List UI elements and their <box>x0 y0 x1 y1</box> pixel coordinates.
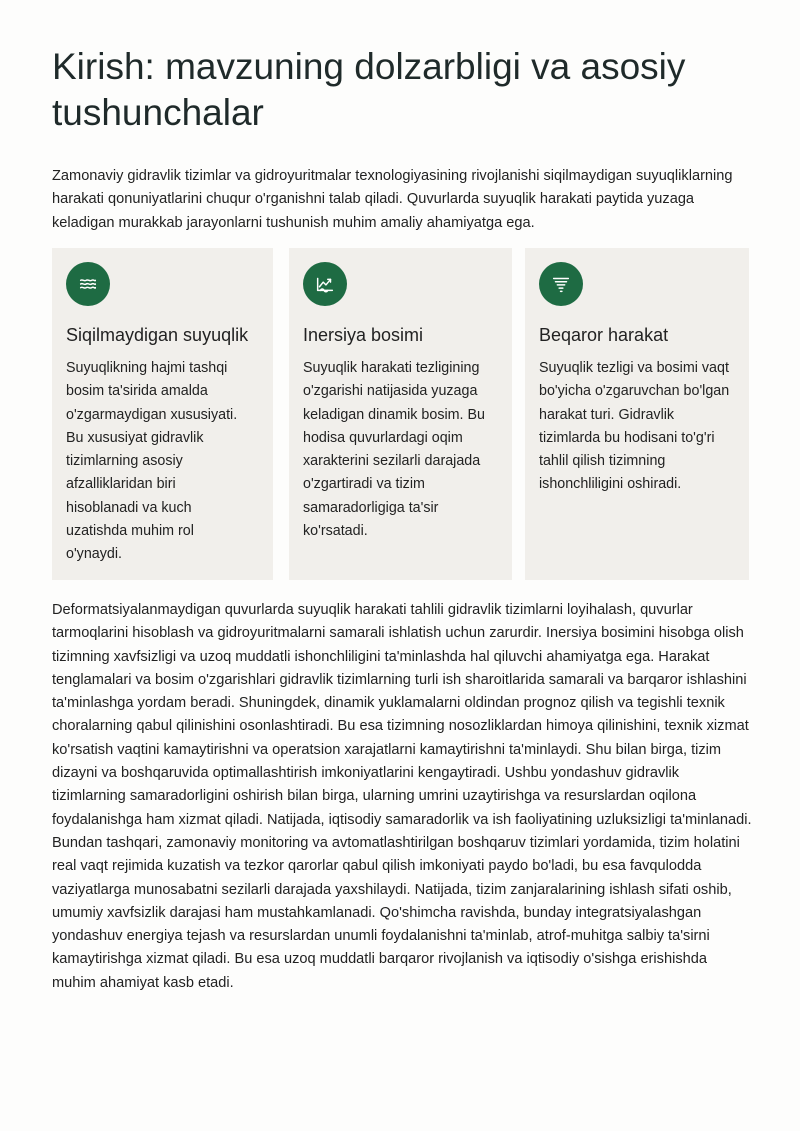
card-text: Suyuqlik harakati tezligining o'zgarishi natijasida yuzaga keladigan dinamik bosim. Bu hodisa quvurlardagi oqim xarakterini sezilarli darajada o'zgartiradi va tizim samaradorligiga ta'sir ko'rsatadi. <box>303 360 485 540</box>
card-text: Suyuqlikning hajmi tashqi bosim ta'sirida amalda o'zgarmaydigan xususiyati. Bu xususiyat gidravlik tizimlarning asosiy afzalliklaridan biri hisoblanadi va kuch uzatishda muhim rol o'ynaydi. <box>66 360 238 563</box>
card-title: Beqaror harakat <box>539 325 669 345</box>
tornado-icon <box>539 262 583 306</box>
concept-card-unsteady-flow <box>525 248 749 580</box>
concept-card-incompressible <box>52 248 273 580</box>
card-title: Inersiya bosimi <box>303 325 424 345</box>
concept-card-inertia-pressure <box>289 248 512 580</box>
card-text: Suyuqlik tezligi va bosimi vaqt bo'yicha o'zgaruvchan bo'lgan harakat turi. Gidravlik tizimlarda bu hodisani to'g'ri tahlil qilish tizimning ishonchliligini oshiradi. <box>539 360 730 493</box>
card-title: Siqilmaydigan suyuqlik <box>66 325 249 345</box>
page-title: Kirish: mavzuning dolzarbligi va asosiy tushunchalar <box>52 46 686 133</box>
intro-paragraph: Zamonaviy gidravlik tizimlar va gidroyuritmalar texnologiyasining rivojlanishi siqilmaydigan suyuqliklarning harakati qonuniyatlarini chuqur o'rganishni talab qiladi. Quvurlarda suyuqlik harakati paytida yuzaga keladigan murakkab jarayonlarni tushunish muhim amaliy ahamiyatga ega. <box>52 168 733 231</box>
pressure-chart-icon <box>303 262 347 306</box>
waves-icon <box>66 262 110 306</box>
concept-cards <box>52 248 749 580</box>
body-paragraph: Deformatsiyalanmaydigan quvurlarda suyuqlik harakati tahlili gidravlik tizimlarni loyihalash, quvurlar tarmoqlarini hisoblash va gidroyuritmalarni samarali ishlatish uchun zarurdir. Inersiya bosimini hisobga olish tizimning xavfsizligi va uzoq muddatli ishonchliligini ta'minlashda hal qiluvchi ahamiyatga ega. Harakat tenglamalari va bosim o'zgarishlari gidravlik tizimlarning turli ish sharoitlarida samarali va barqaror ishlashini ta'minlashga yordam beradi. Shuningdek, dinamik yuklamalarni oldindan prognoz qilish va tegishli texnik choralarning qabul qilinishini osonlashtiradi. Bu esa tizimning nosozliklardan himoya qilinishini, texnik xizmat ko'rsatish vaqtini kamaytirishni va operatsion xarajatlarni kamaytirishni ta'minlaydi. Shu bilan birga, tizim dizayni va boshqaruvida optimallashtirish imkoniyatlarini kengaytiradi. Ushbu yondashuv gidravlik tizimlarning samaradorligini oshirish bilan birga, ularning umrini uzaytirishga va resurslardan oqilona foydalanishga ham xizmat qiladi. Natijada, iqtisodiy samaradorlik va ish faoliyatining uzluksizligi ta'minlanadi. Bundan tashqari, zamonaviy monitoring va avtomatlashtirilgan boshqaruv tizimlari yordamida, tizim holatini real vaqt rejimida kuzatish va tezkor qarorlar qabul qilish imkoniyati paydo bo'ladi, bu esa favqulodda vaziyatlarga munosabatni sezilarli darajada yaxshilaydi. Natijada, tizim zanjaralarining ishlash sifati oshib, umumiy xavfsizlik darajasi ham mustahkamlanadi. Qo'shimcha ravishda, bunday integratsiyalashgan yondashuv energiya tejash va resurslardan unumli foydalanishni ta'minlab, atrof-muhitga salbiy ta'sirni kamaytirishga xizmat qiladi. Bu esa uzoq muddatli barqaror rivojlanish va iqtisodiy o'sishga erishishda muhim ahamiyat kasb etadi. <box>52 602 752 991</box>
